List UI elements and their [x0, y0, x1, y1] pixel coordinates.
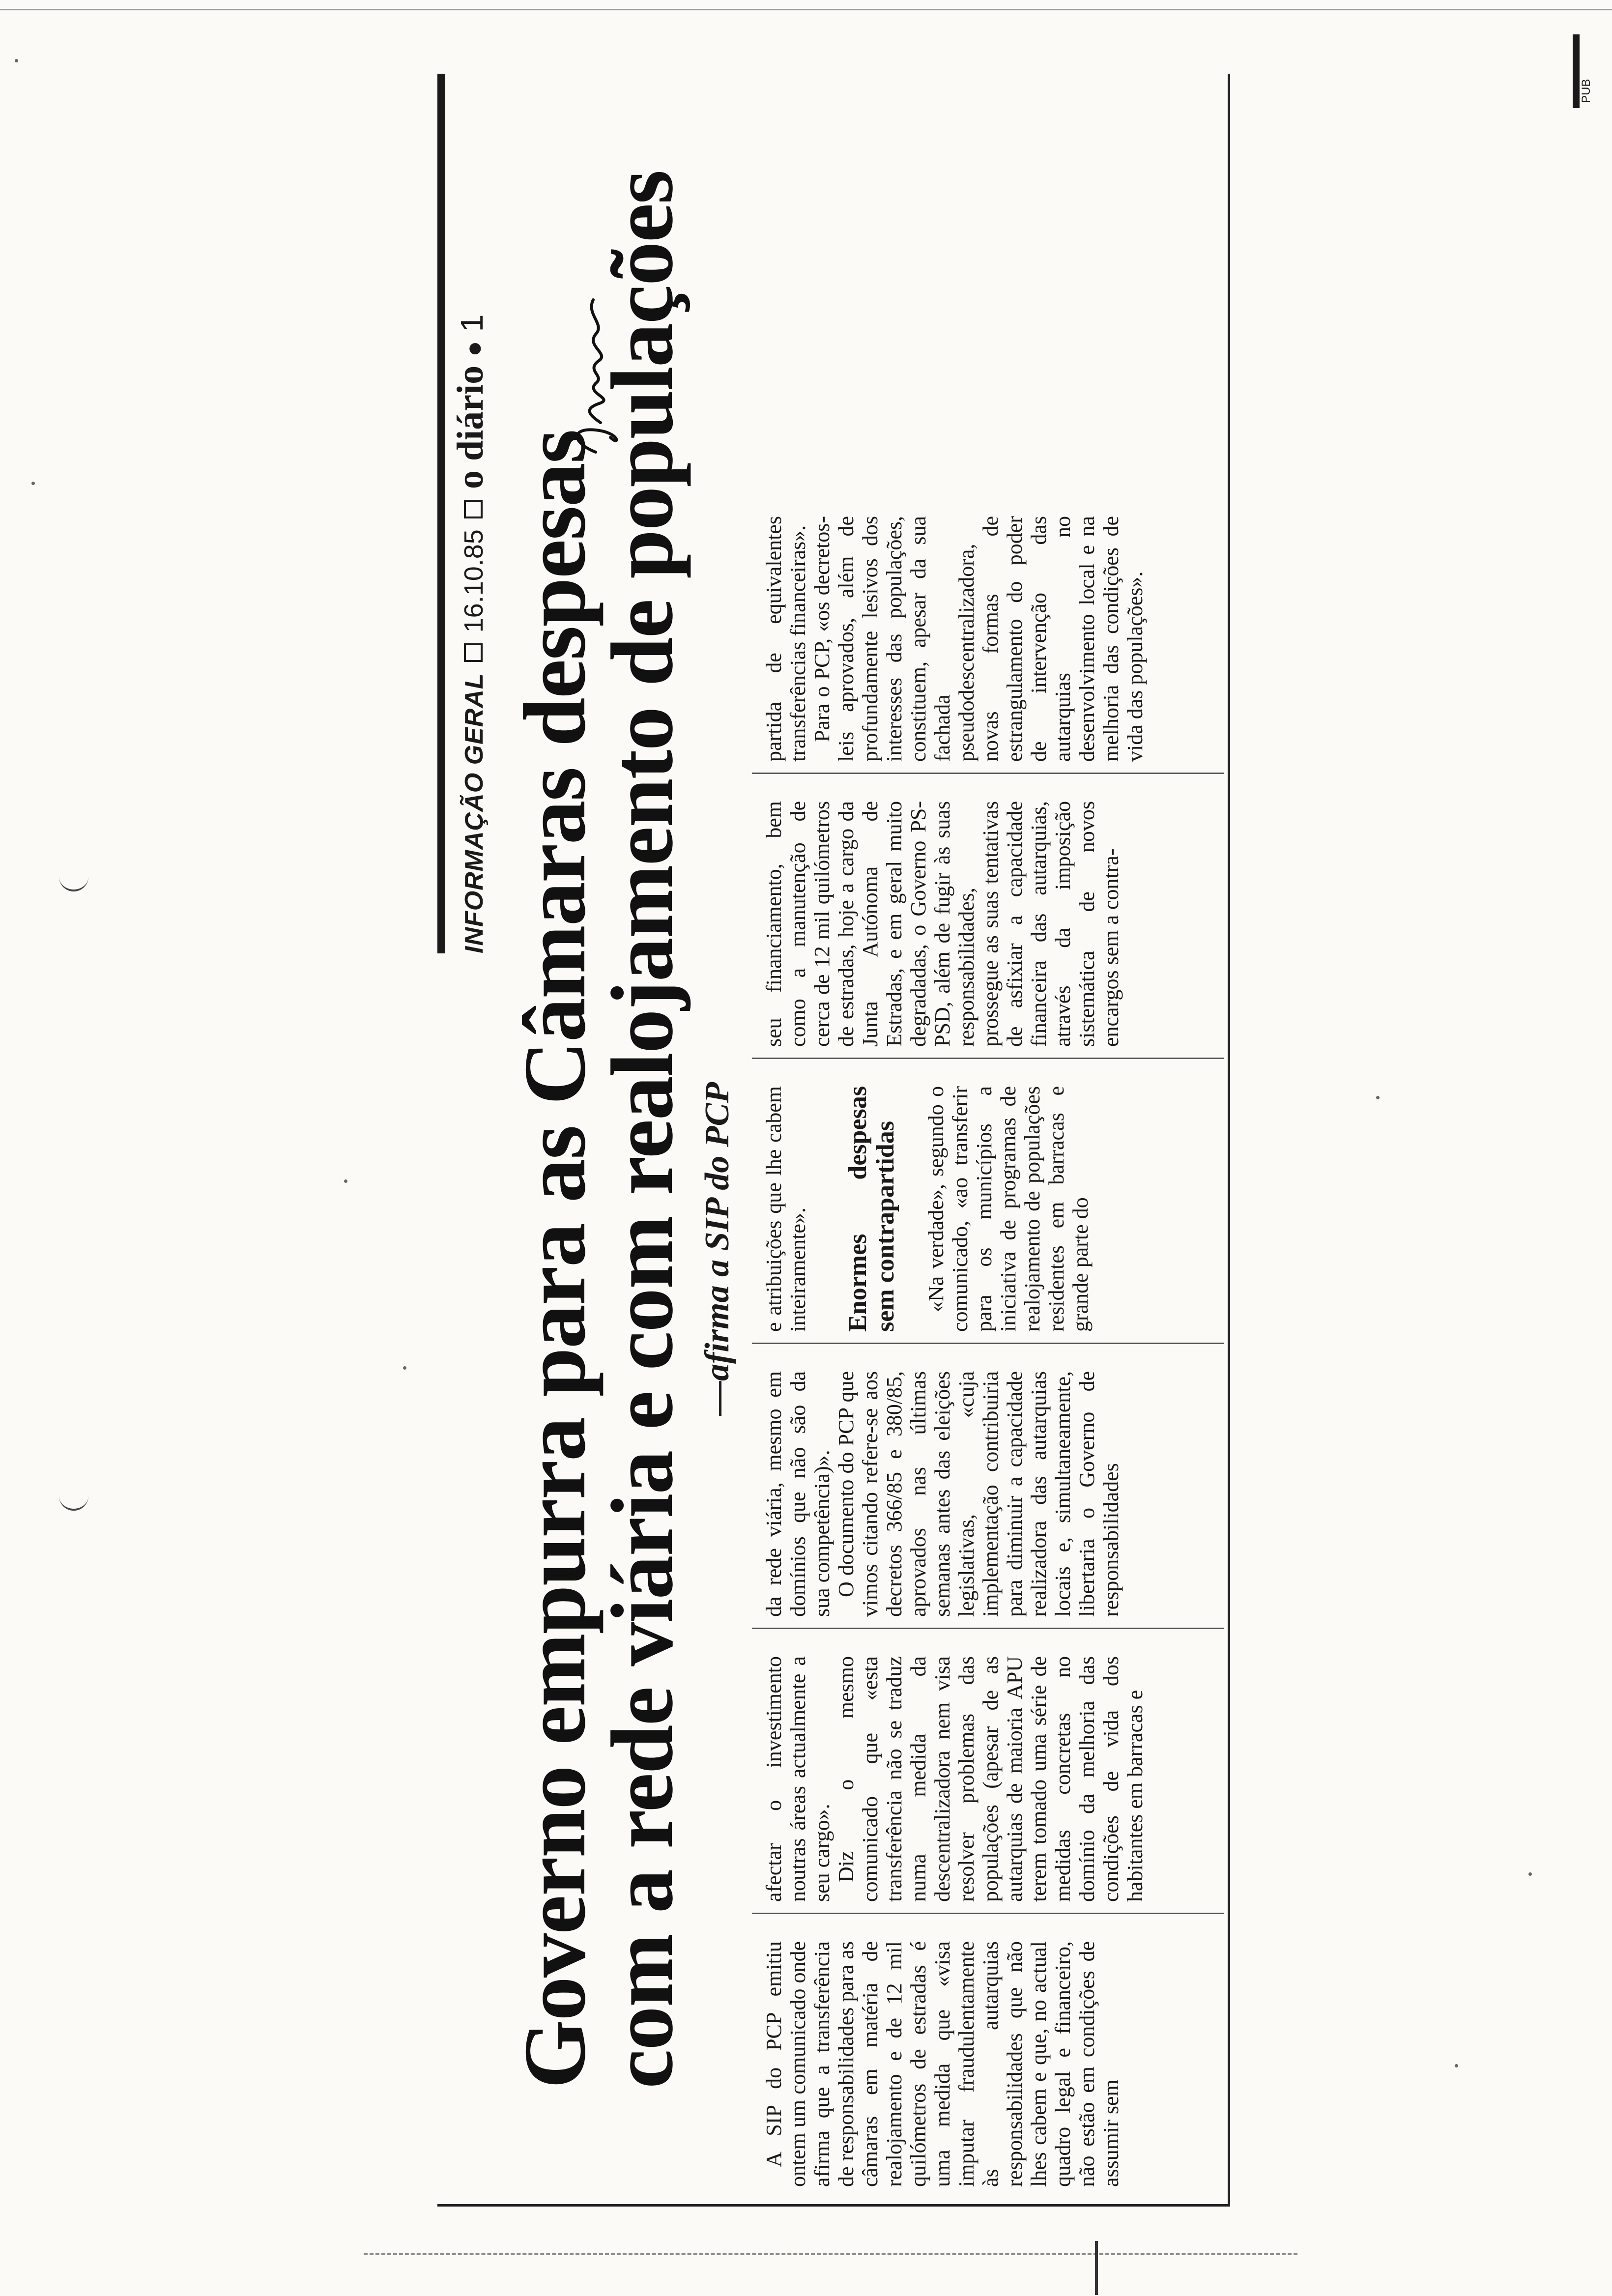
- scan-tick-mark: [1095, 2241, 1098, 2295]
- scan-edge-mark: [59, 870, 88, 891]
- column-rule: [752, 1628, 1224, 1629]
- column-rule: [752, 1058, 1224, 1059]
- scan-border-line: [0, 9, 1612, 10]
- column-rule: [752, 773, 1224, 774]
- article-column-2: [762, 1656, 1214, 1902]
- headline-line-1: Governo empurra para as Câmaras despesas: [506, 430, 604, 2089]
- scan-speck: [1455, 2064, 1458, 2067]
- issue-date: 16.10.85: [459, 529, 489, 633]
- scan-speck: [1376, 1096, 1380, 1099]
- clipping-frame-rule: [732, 2204, 1229, 2207]
- running-head: [437, 74, 496, 953]
- bullet-separator: ●: [459, 341, 489, 357]
- column-rule: [752, 1913, 1224, 1914]
- article-column-4: [762, 1086, 1214, 1332]
- page-number: 1: [454, 314, 489, 332]
- paragraph: seu financiamento, bem como a manutenção de cerca de 12 mil quilómetros de estradas, hoje a cargo da Junta Autónoma de Estradas, e em geral muito degradadas, o Governo PS-PSD, além de fugir às suas responsabilidades, prossegue as suas tentativas de asfixiar a capacidade financeira das autarquias, através da imposição sistemática de novos encargos sem a contra-: [762, 801, 1123, 1047]
- paragraph: partida de equivalentes transferências financeiras».: [762, 516, 810, 762]
- newspaper-clipping: [437, 74, 1263, 2207]
- scan-speck: [1528, 1872, 1532, 1876]
- article-column-5: [762, 801, 1214, 1047]
- running-head-bar: [437, 74, 445, 953]
- scan-edge-mark: [59, 1489, 88, 1511]
- paragraph: da rede viária, mesmo em domínios que não são da sua competência)».: [762, 1371, 834, 1617]
- section-subtitle: Enormes despesas sem contrapartidas: [844, 1086, 899, 1332]
- paragraph: Para o PCP, «os decretos-leis aprovados, além de profundamente lesivos dos interesses das populações, constituem, apesar da sua fachada pseudodescentralizadora, novas formas de estrangulamento do poder de intervenção das autarquias no desenvolvimento local e na melhoria das condições de vida das populações».: [810, 516, 1147, 762]
- scan-speck: [344, 1179, 347, 1183]
- paragraph: e atribuições que lhe cabem inteiramente».: [762, 1086, 810, 1332]
- clipping-frame-rule: [1228, 74, 1230, 2207]
- paragraph: afectar o investimento noutras áreas actualmente a seu cargo».: [762, 1656, 834, 1902]
- scan-speck: [31, 482, 35, 485]
- handwritten-signature: [566, 290, 625, 457]
- column-rule: [752, 1343, 1224, 1344]
- newspaper-name: o diário: [450, 365, 491, 489]
- paragraph: Diz o mesmo comunicado que «esta transferência não se traduz numa medida da descentralizadora nem visa resolver problemas das populações (apesar de as autarquias de maioria APU terem tomado uma série de medidas concretas no domínio da melhoria das condições de vida dos habitantes em barracas e: [834, 1656, 1147, 1902]
- article-column-3: [762, 1371, 1214, 1617]
- running-head-row: [449, 74, 496, 953]
- paragraph: «Na verdade», segundo o comunicado, «ao transferir para os municípios a iniciativa de programas de realojamento de populações residentes em barracas e grande parte do: [924, 1086, 1093, 1332]
- pub-label: PUB: [1580, 79, 1593, 103]
- headline-line-2: com a rede viária e com realojamento de populações: [593, 171, 691, 2089]
- article-column-6: [762, 516, 1214, 762]
- article-column-1: [762, 1941, 1214, 2187]
- paragraph: O documento do PCP que vimos citando refere-se aos decretos 366/85 e 380/85, aprovados nas últimas semanas antes das eleições legislativas, «cuja implementação contribuiria para diminuir a capacidade realizadora das autarquias locais e, simultaneamente, libertaria o Governo de responsabilidades: [834, 1371, 1123, 1617]
- clipping-frame-rule: [437, 2204, 732, 2207]
- scan-speck: [403, 1366, 406, 1370]
- article-subhead: —afirma a SIP do PCP: [698, 1082, 736, 1415]
- box-separator: [464, 500, 483, 518]
- section-name: INFORMAÇÃO GERAL: [460, 673, 489, 953]
- pub-bar: [1573, 34, 1580, 108]
- paragraph: A SIP do PCP emitiu ontem um comunicado onde afirma que a transferência de responsabilidades para as câmaras em matéria de realojamento e de 12 mil quilómetros de estradas é uma medida que «visa imputar fraudulentamente às autarquias responsabilidades que não lhes cabem e que, no actual quadro legal e financeiro, não estão em condições de assumir sem: [762, 1941, 1123, 2187]
- scan-dashed-line: [364, 2253, 1297, 2255]
- box-separator: [464, 643, 483, 662]
- scan-speck: [15, 59, 18, 62]
